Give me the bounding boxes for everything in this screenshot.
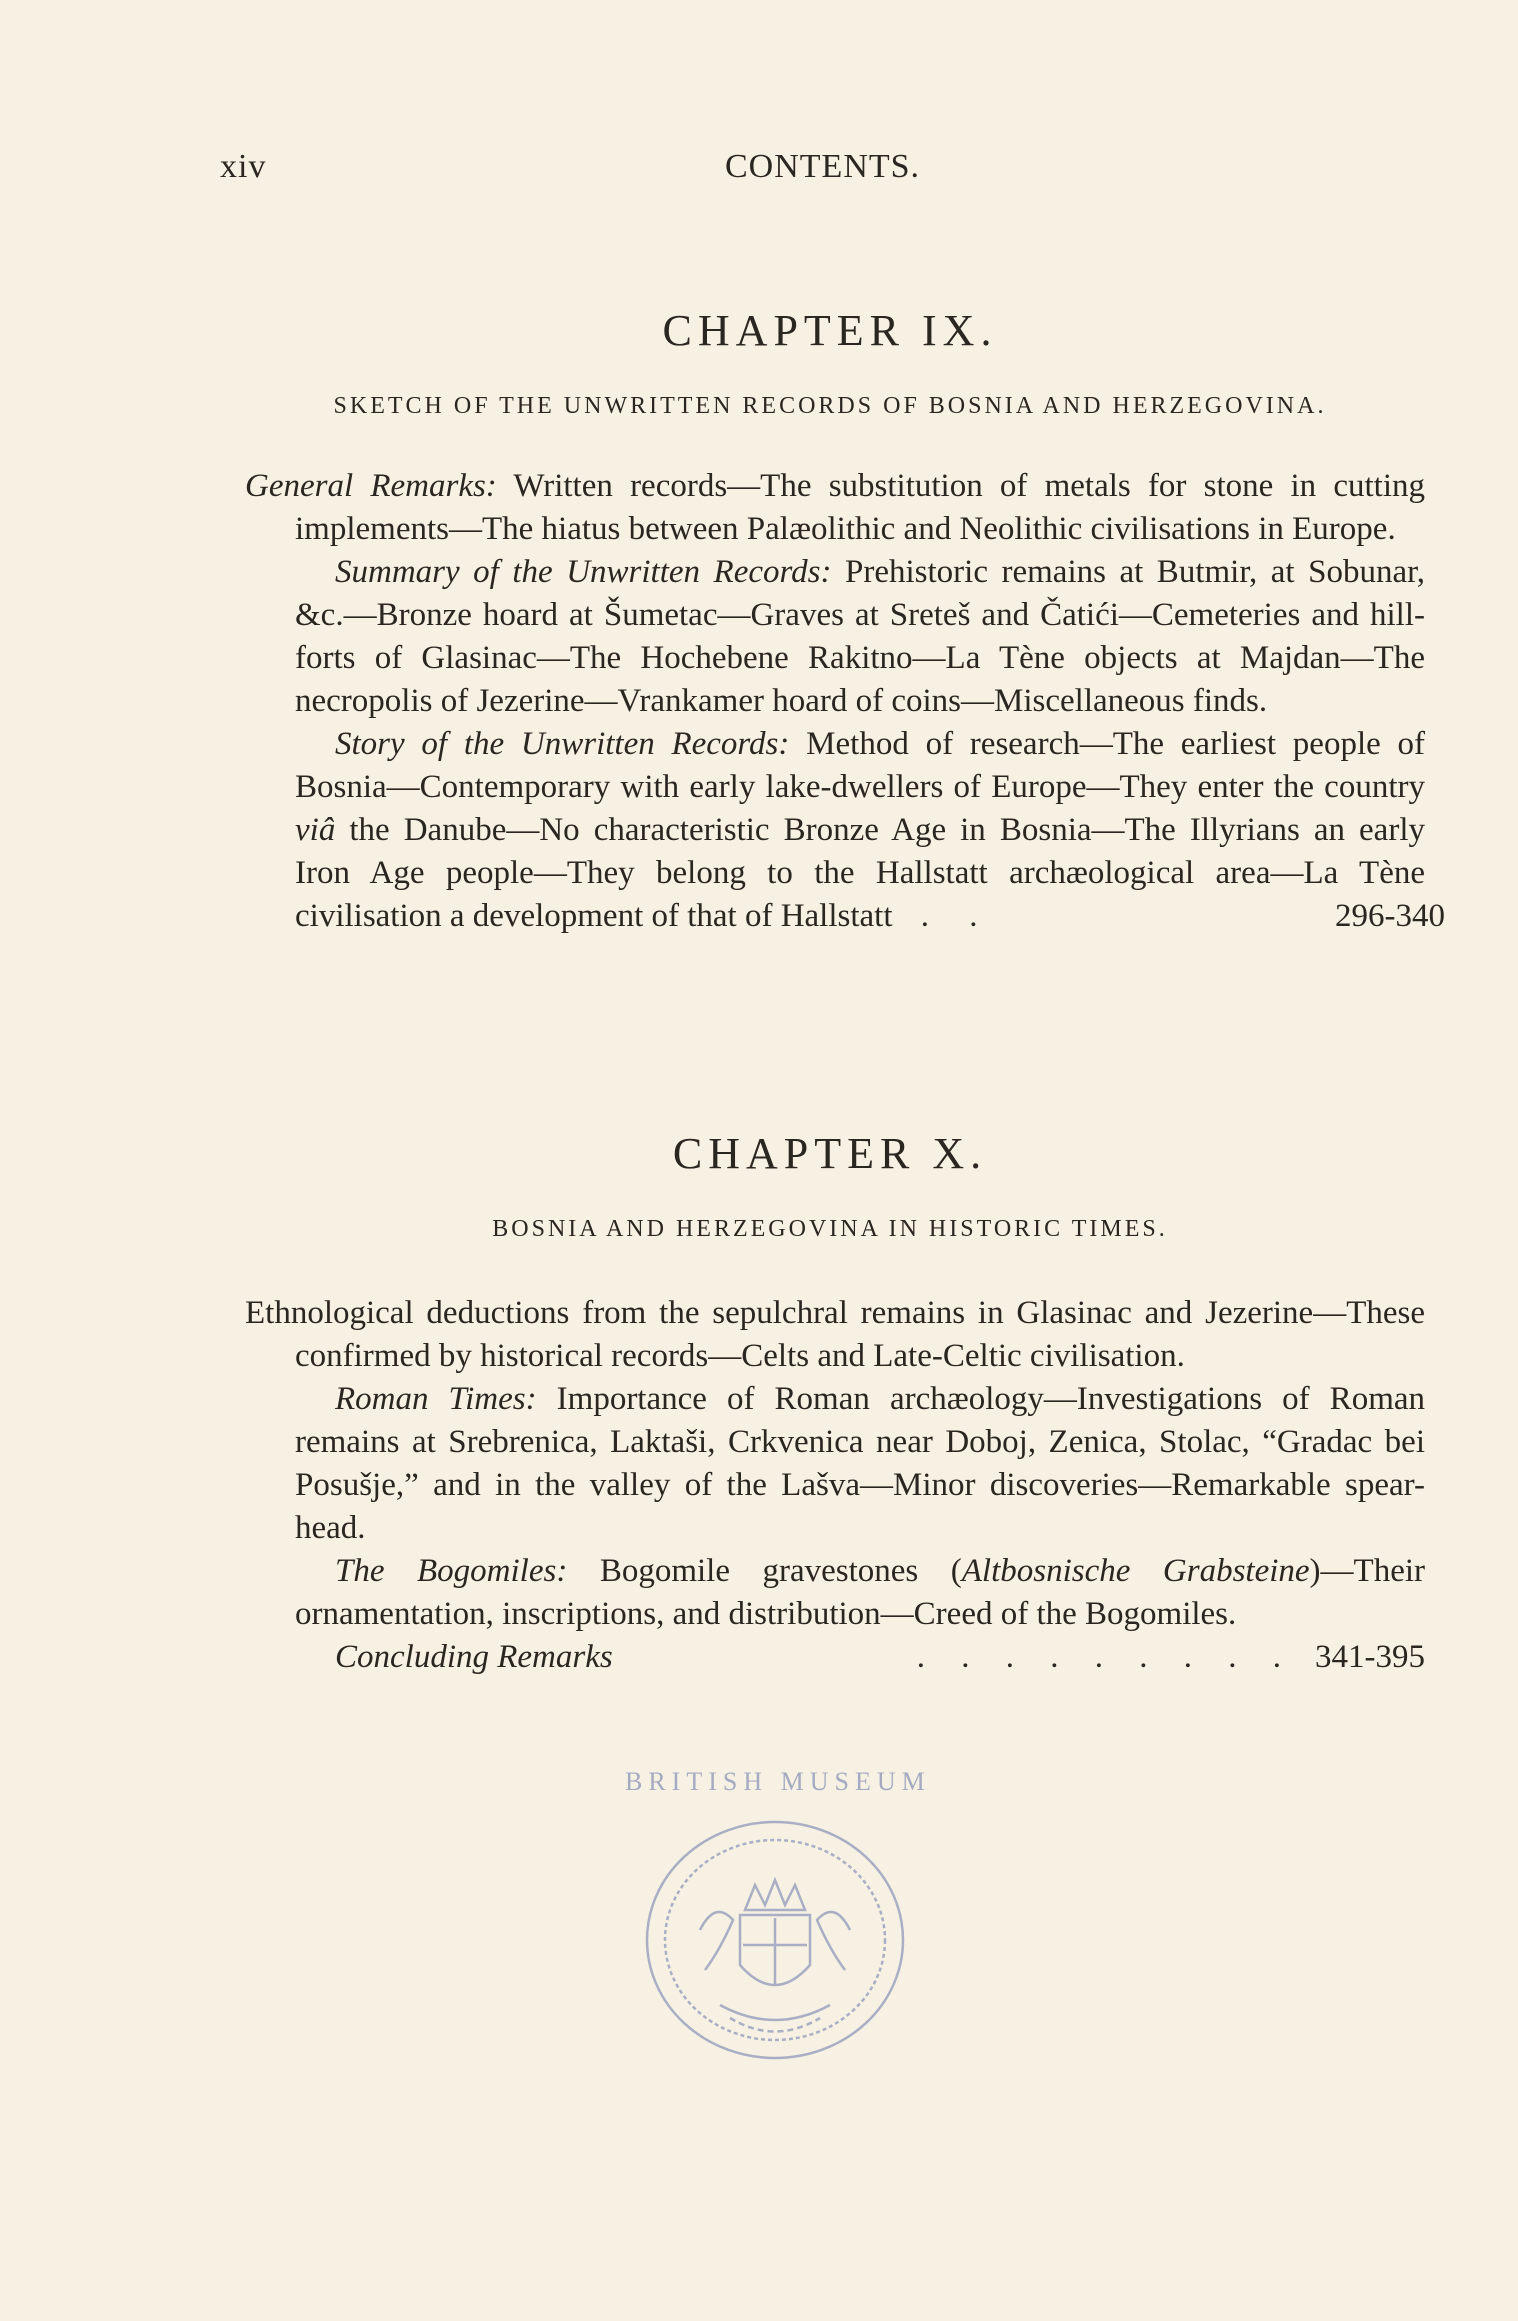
british-museum-stamp [625, 1767, 931, 2090]
paragraph-text: Importance of Roman archæology—Investigations of Roman remains at Srebrenica, Laktaši, Crkvenica near Doboj, Zenica, Stolac, “Gradac bei Posušje,” and in the valley of the Lašva—Minor discoveries—Remarkable spear-head. [295, 1381, 1426, 1546]
page-range: 341-395 [1315, 1639, 1425, 1675]
toc-paragraph-summary [245, 551, 1425, 723]
paragraph-lead: Story of the Unwritten Records: [335, 726, 790, 762]
chapter-subtitle: SKETCH OF THE UNWRITTEN RECORDS OF BOSNIA AND HERZEGOVINA. [333, 393, 1327, 419]
paragraph-lead: General Remarks: [245, 468, 497, 504]
stamp-legend: BRITISH MUSEUM [625, 1767, 931, 1796]
toc-line-concluding-remarks [245, 1636, 1425, 1679]
toc-paragraph-story [245, 723, 1445, 938]
paragraph-text: Bogomile gravestones ( [599, 1553, 962, 1589]
paragraph-text-italic: viâ [295, 812, 336, 848]
dot-leader: . . [920, 898, 994, 934]
paragraph-lead: The Bogomiles: [335, 1553, 568, 1589]
running-title: CONTENTS. [725, 148, 921, 185]
paragraph-text: Method of research—The earliest people of Bosnia—Contemporary with early lake-dwellers of Europe—They enter the country [295, 726, 1426, 805]
chapter-x-contents [245, 1292, 1425, 1679]
dot-leader: . . . . . . . . . [916, 1639, 1295, 1675]
toc-paragraph-bogomiles [245, 1550, 1425, 1636]
stamp-seal-icon [647, 1822, 903, 2058]
page-number: xiv [220, 148, 267, 185]
paragraph-text: Ethnological deductions from the sepulchral remains in Glasinac and Jezerine—These confirmed by historical records—Celts and Late-Celtic civilisation. [245, 1295, 1425, 1374]
paragraph-lead: Roman Times: [335, 1381, 537, 1417]
chapter-heading: CHAPTER IX. [662, 306, 998, 355]
paragraph-text-italic: Altbosnische Grabsteine [961, 1553, 1310, 1589]
paragraph-lead: Concluding Remarks [335, 1639, 613, 1675]
chapter-subtitle: BOSNIA AND HERZEGOVINA IN HISTORIC TIMES. [492, 1216, 1168, 1242]
chapter-ix-contents [245, 465, 1445, 938]
toc-paragraph-general-remarks [245, 465, 1425, 551]
paragraph-lead: Summary of the Unwritten Records: [335, 554, 832, 590]
paragraph-text: the Danube—No characteristic Bronze Age in Bosnia—The Illyrians an early Iron Age people—They belong to the Hallstatt archæological area—La Tène civilisation a development of that of Hallstatt [295, 812, 1425, 934]
toc-paragraph-ethnological [245, 1292, 1425, 1378]
paragraph-text: Prehistoric remains at Butmir, at Sobunar, &c.—Bronze hoard at Šumetac—Graves at Sreteš and Čatići—Cemeteries and hill-forts of Glasinac—The Hochebene Rakitno—La Tène objects at Majdan—The necropolis of Jezerine—Vrankamer hoard of coins—Miscellaneous finds. [295, 554, 1426, 719]
running-head [220, 148, 1420, 198]
toc-paragraph-roman-times [245, 1378, 1425, 1550]
paragraph-text: )—Their ornamentation, inscriptions, and distribution—Creed of the Bogomiles. [295, 1553, 1425, 1632]
page-range: 296-340 [1335, 898, 1445, 934]
chapter-heading: CHAPTER X. [672, 1129, 988, 1178]
paragraph-text: Written records—The substitution of metals for stone in cutting implements—The hiatus between Palæolithic and Neolithic civilisations in Europe. [295, 468, 1425, 547]
